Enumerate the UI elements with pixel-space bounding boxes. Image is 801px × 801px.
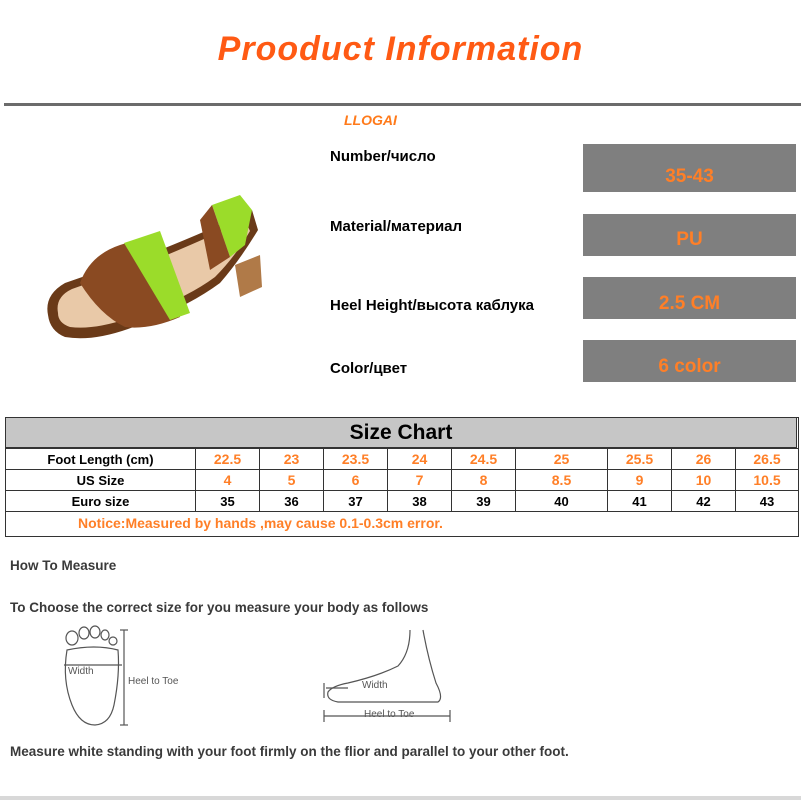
shoe-image	[40, 165, 275, 355]
table-cell: 25.5	[608, 449, 672, 470]
spec-value-heel-height: 2.5 CM	[583, 277, 796, 319]
table-cell: 35	[196, 491, 260, 512]
spec-label-color: Color/цвет	[330, 360, 408, 377]
title-divider	[4, 103, 801, 106]
brand-logo: LLOGAI	[344, 112, 397, 128]
table-cell: 23.5	[324, 449, 388, 470]
table-cell: 7	[388, 470, 452, 491]
table-row-euro-size	[6, 491, 799, 512]
foot-top-length-label: Heel to Toe	[128, 676, 179, 687]
table-cell: 37	[324, 491, 388, 512]
measure-heading: How To Measure	[10, 558, 117, 573]
size-chart-title: Size Chart	[5, 417, 797, 448]
table-cell: 24	[388, 449, 452, 470]
spec-label-number: Number/число	[330, 148, 436, 165]
spec-label-heel-height: Heel Height/высота каблука	[330, 297, 534, 314]
table-cell: 6	[324, 470, 388, 491]
table-cell: 9	[608, 470, 672, 491]
measure-instruction: Measure white standing with your foot firmly on the flior and parallel to your other foot.	[10, 744, 569, 759]
size-table	[5, 448, 799, 512]
spec-value-material: PU	[583, 214, 796, 256]
table-cell: 4	[196, 470, 260, 491]
table-cell: 42	[672, 491, 736, 512]
foot-side-width-label: Width	[362, 680, 388, 691]
foot-side-length-label: Heel to Toe	[364, 709, 415, 720]
foot-top-width-label: Width	[68, 666, 94, 677]
spec-label-material: Material/материал	[330, 218, 463, 235]
table-cell: 8.5	[516, 470, 608, 491]
table-cell: 36	[260, 491, 324, 512]
table-cell: 26.5	[736, 449, 799, 470]
table-cell: 41	[608, 491, 672, 512]
table-cell: 38	[388, 491, 452, 512]
table-cell: 43	[736, 491, 799, 512]
row-header: US Size	[6, 470, 196, 491]
table-cell: 23	[260, 449, 324, 470]
table-cell: 25	[516, 449, 608, 470]
measure-subheading: To Choose the correct size for you measure your body as follows	[10, 600, 429, 615]
table-cell: 40	[516, 491, 608, 512]
row-header: Foot Length (cm)	[6, 449, 196, 470]
page-title: Prooduct Information	[217, 30, 584, 68]
table-cell: 24.5	[452, 449, 516, 470]
bottom-divider	[0, 796, 801, 800]
table-row-foot-length	[6, 449, 799, 470]
table-cell: 10.5	[736, 470, 799, 491]
row-header: Euro size	[6, 491, 196, 512]
table-cell: 5	[260, 470, 324, 491]
table-cell: 39	[452, 491, 516, 512]
table-cell: 26	[672, 449, 736, 470]
table-row-us-size	[6, 470, 799, 491]
spec-value-color: 6 color	[583, 340, 796, 382]
table-cell: 22.5	[196, 449, 260, 470]
table-cell: 10	[672, 470, 736, 491]
size-notice: Notice:Measured by hands ,may cause 0.1-0.3cm error.	[78, 515, 443, 531]
table-cell: 8	[452, 470, 516, 491]
spec-value-number: 35-43	[583, 144, 796, 192]
